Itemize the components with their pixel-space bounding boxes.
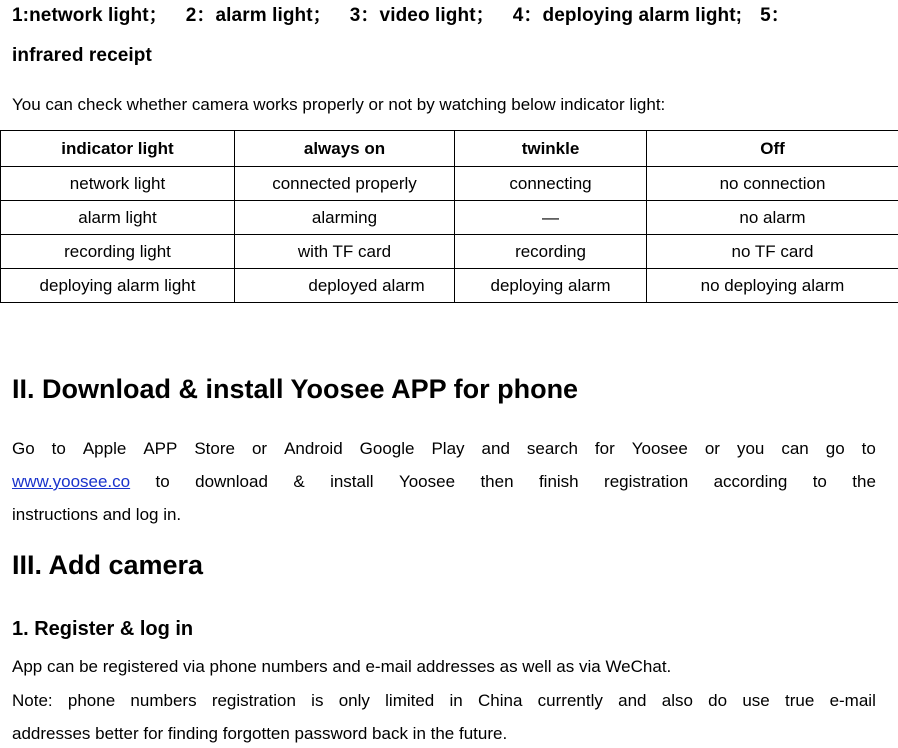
word: Android: [284, 439, 343, 458]
word: currently: [537, 691, 603, 710]
section-3-line-1: App can be registered via phone numbers and e-mail addresses as well as via WeChat.: [12, 657, 672, 676]
word: to: [812, 472, 827, 491]
table-cell: connected properly: [235, 167, 455, 201]
table-header: indicator light: [1, 131, 235, 167]
table-row: [1, 201, 898, 235]
table-row: [1, 269, 898, 303]
word: limited: [385, 691, 435, 710]
word: install: [330, 472, 374, 491]
word: or: [251, 439, 268, 458]
table-cell: deploying alarm light: [1, 269, 235, 303]
section-3-subtitle: 1. Register & log in: [12, 618, 194, 640]
word: download: [195, 472, 268, 491]
table-cell: connecting: [455, 167, 647, 201]
word: registration: [211, 691, 296, 710]
table-row: [1, 167, 898, 201]
word: to: [155, 472, 170, 491]
word: Note:: [12, 691, 53, 710]
legend-item-deploying: 4：deploying alarm light;: [512, 5, 743, 26]
word: Yoosee: [631, 439, 688, 458]
word: can: [781, 439, 809, 458]
word: is: [311, 691, 324, 710]
word: search: [526, 439, 578, 458]
word: according: [713, 472, 788, 491]
word: or: [704, 439, 720, 458]
table-cell: recording: [455, 235, 647, 269]
table-cell: —: [455, 201, 647, 235]
word: Go: [12, 439, 35, 458]
word: then: [480, 472, 514, 491]
legend-item-video: 3：video light；: [349, 5, 495, 26]
word: and: [481, 439, 510, 458]
table-header-row: [1, 131, 898, 167]
table-header: Off: [647, 131, 898, 167]
word: do: [708, 691, 728, 710]
word: in: [449, 691, 463, 710]
word: you: [736, 439, 765, 458]
section-3-title: III. Add camera: [12, 550, 204, 580]
section-3-note-line-2: addresses better for finding forgotten password back in the future.: [12, 724, 508, 743]
section-2-line-3: instructions and log in.: [12, 505, 182, 524]
legend-item-five: 5：: [760, 5, 790, 26]
yoosee-website-link[interactable]: www.yoosee.co: [12, 472, 131, 491]
indicator-legend-line-1: [12, 0, 790, 27]
legend-item-alarm: 2：alarm light；: [185, 5, 332, 26]
table-row: [1, 235, 898, 269]
table-cell: no alarm: [647, 201, 898, 235]
word: &: [293, 472, 305, 491]
word: for: [594, 439, 615, 458]
table-cell: network light: [1, 167, 235, 201]
word: only: [338, 691, 370, 710]
word: registration: [604, 472, 689, 491]
table-header: always on: [235, 131, 455, 167]
word: and: [618, 691, 647, 710]
table-cell: no deploying alarm: [647, 269, 898, 303]
word: APP: [143, 439, 178, 458]
legend-item-network: 1:network light；: [12, 5, 168, 26]
table-cell: no connection: [647, 167, 898, 201]
table-cell: deployed alarm: [235, 269, 455, 303]
word: use: [742, 691, 770, 710]
table-cell: alarm light: [1, 201, 235, 235]
word: phone: [67, 691, 116, 710]
table-cell: no TF card: [647, 235, 898, 269]
word: Store: [194, 439, 235, 458]
indicator-table: [0, 130, 898, 303]
table-header: twinkle: [455, 131, 647, 167]
indicator-legend-line-2: infrared receipt: [12, 45, 152, 66]
table-cell: deploying alarm: [455, 269, 647, 303]
word: Play: [431, 439, 465, 458]
word: to: [51, 439, 66, 458]
word: Google: [359, 439, 415, 458]
word: to: [861, 439, 876, 458]
section-2-line-1: [12, 432, 876, 465]
word: e-mail: [829, 691, 876, 710]
word: China: [478, 691, 523, 710]
word: go: [825, 439, 845, 458]
table-cell: alarming: [235, 201, 455, 235]
word: Yoosee: [398, 472, 456, 491]
word: true: [785, 691, 815, 710]
word: Apple: [82, 439, 127, 458]
word: the: [852, 472, 876, 491]
section-3-note-line-1: [12, 684, 876, 717]
word: finish: [538, 472, 579, 491]
word: also: [661, 691, 693, 710]
section-2-title: II. Download & install Yoosee APP for phone: [12, 374, 579, 404]
table-cell: recording light: [1, 235, 235, 269]
section-2-line-2: [12, 465, 876, 498]
word: numbers: [130, 691, 197, 710]
table-cell: with TF card: [235, 235, 455, 269]
intro-text: You can check whether camera works properly or not by watching below indicator light:: [12, 95, 666, 114]
